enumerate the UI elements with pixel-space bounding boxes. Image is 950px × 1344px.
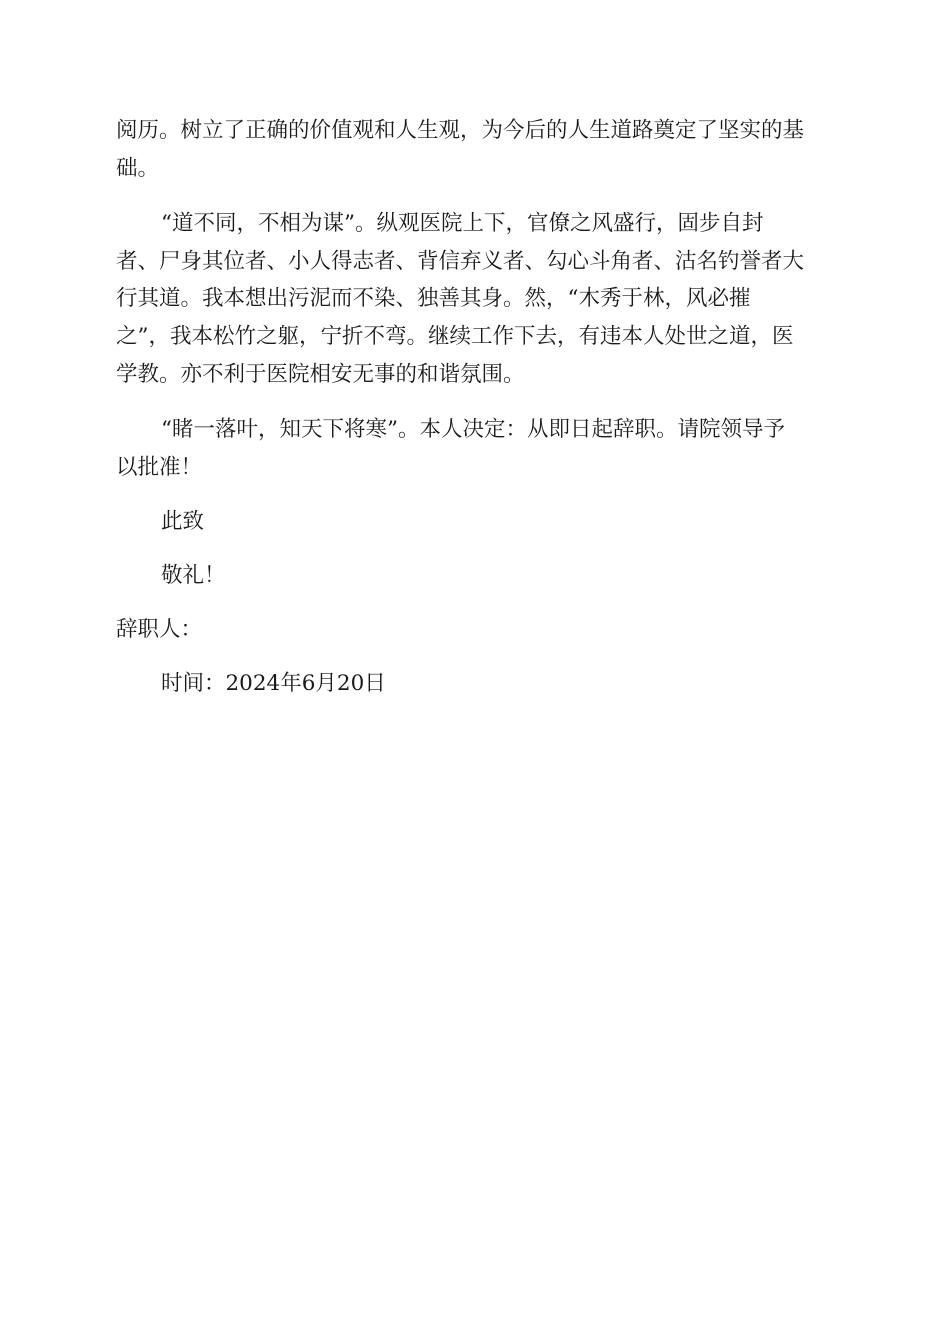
text-line: “道不同，不相为谋”。纵观医院上下，官僚之风盛行，固步自封 xyxy=(161,211,764,236)
text-line: 以批准！ xyxy=(116,455,203,480)
text-line: “睹一落叶，知天下将寒”。本人决定：从即日起辞职。请院领导予 xyxy=(161,417,785,442)
text-line: 之”，我本松竹之躯，宁折不弯。继续工作下去，有违本人处世之道，医 xyxy=(116,324,794,349)
signer-label: 辞职人： xyxy=(116,617,203,642)
salutation-cizhi: 此致 xyxy=(161,509,205,534)
date-line: 时间：2024年6月20日 xyxy=(161,671,386,696)
salutation-jingli: 敬礼！ xyxy=(161,563,226,588)
text-line: 者、尸身其位者、小人得志者、背信弃义者、勾心斗角者、沽名钓誉者大 xyxy=(116,249,805,274)
text-line: 阅历。树立了正确的价值观和人生观，为今后的人生道路奠定了坚实的基 xyxy=(116,118,805,143)
text-line: 础。 xyxy=(116,156,160,181)
text-line: 学教。亦不利于医院相安无事的和谐氛围。 xyxy=(116,362,525,387)
text-line: 行其道。我本想出污泥而不染、独善其身。然，“木秀于林，风必摧 xyxy=(116,286,751,311)
